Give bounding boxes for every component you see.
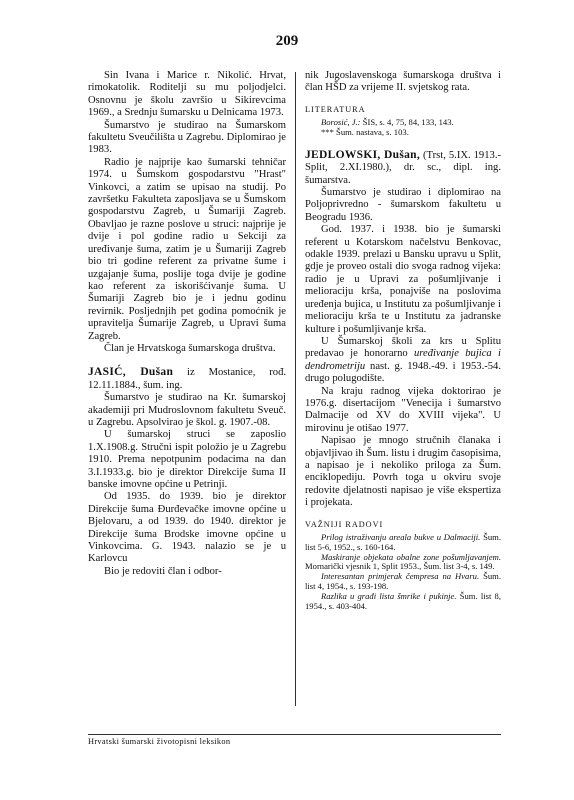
paragraph: Radio je najprije kao šumarski tehničar 1974. u Šumskom gospodarstvu "Hrast" Vinkovci, a zatim se upisao na studij. Po završetku Fakulteta zaposljava se u Šumskom gospodarstvu Zagreb, u Šumariji Zagreb. Obavljao je razne poslove u struci: najprije je dvije i pol godine radio u Sekciji za uređivanje šuma, zatim je u Šumariji Zagreb bio tri godine referent za privatne šume i uzgajanje šuma, poslije toga dvije je godine kao referent za iskorišćivanje šuma. U Šumariji Zagreb bio je i jednu godinu revirnik. Posljednjih pet godina pomoćnik je upravitelja Šumarije Zagreb, u Upravi šuma Zagreb.: [88, 156, 286, 342]
paragraph: Šumarstvo je studirao na Kr. šumarskoj akademiji pri Mudroslovnom fakultetu Sveuč. u Zagrebu. Apsolvirao je škol. g. 1907.-08.: [88, 392, 286, 428]
works-list: [305, 533, 501, 611]
paragraph: God. 1937. i 1938. bio je šumarski referent u Kotarskom načelstvu Benkovac, odakle 1939. prelazi u Bansku upravu u Split, gdje je proveo ostali dio svoga radnog vijeka: radio je u Upravi za pošumljivanje i melioraciju krša, ponajviše na poslovima uređenja bujica, u Institutu za pošumljivanje i melioraciju krša te u Institutu za jadranske kulture i pošumljivanje krša.: [305, 224, 501, 335]
work-item: [305, 533, 501, 553]
entry-intro: (Trst, 5.IX. 1913.- Split, 2.XI.1980.), dr. sc., dipl. ing. šumarstva.: [305, 149, 501, 186]
paragraph: [305, 336, 501, 386]
work-item: [305, 592, 501, 612]
paragraph: Na kraju radnog vijeka doktorirao je 1976.g. disertacijom "Venecija i šumarstvo Dalmacije od XV do XVIII vijeka". U mirovinu je otišao 1977.: [305, 385, 501, 434]
paragraph: nik Jugoslavenskoga šumarskoga društva i član HŠD za vrijeme II. svjetskog rata.: [305, 70, 501, 94]
paragraph: Od 1935. do 1939. bio je direktor Direkcije šuma Đurđevačke imovne općine u Bjelovaru, a od 1939. do 1940. direktor je Direkcije šuma Brodske imovne općine u Vinkovcima. G. 1943. nalazio se je u Karlovcu: [88, 491, 286, 565]
right-column: [305, 70, 501, 611]
left-column: [88, 70, 286, 578]
work-title: Interesantan primjerak čempresa na Hvaru.: [321, 571, 480, 582]
entry-header-jedlowski: [305, 149, 501, 187]
paragraph: Bio je redoviti član i odbor-: [104, 565, 222, 577]
work-title: Prilog istraživanju areala bukve u Dalmaciji.: [321, 532, 481, 542]
work-source: Mornarički vjesnik 1, Split 1953., Šum. list 3-4, s. 149.: [305, 561, 495, 572]
work-title: Razlika u građi lista šmrike i pukinje.: [321, 590, 457, 601]
work-source: Šum. list 8, 1954., s. 403-404.: [305, 590, 501, 611]
paragraph: U šumarskoj struci se zaposlio 1.X.1908.g. Stručni ispit položio je u Zagrebu 1910. Prema nepotpunim podacima na dan 3.I.1933.g. bio je direktor Direkcije šuma II banske imovne općine u Petrinji.: [88, 429, 286, 490]
work-item: [305, 572, 501, 592]
text-run: nast. g. 1948.-49. i 1953.-54. drugo polugodište.: [305, 360, 501, 385]
italic-run: uređivanje bujica i dendrometriju: [305, 348, 501, 372]
entry-name: JEDLOWSKI, Dušan,: [305, 148, 421, 161]
paragraph: Napisao je mnogo stručnih članaka i objavljivao ih Šum. listu i drugim časopisima, a napisao je i nekoliko priloga za Šum. enciklopediju. Povrh toga u okviru svoje redovite djelatnosti napisao je više ekspertiza i projekata.: [305, 435, 501, 509]
entry-intro: iz Mostanice, rođ. 12.11.1884., šum. ing.: [88, 367, 287, 391]
entry-header-jasic: [88, 366, 286, 392]
literature-author: Borosić, J.:: [321, 117, 361, 128]
literature-item: *** Šum. nastava, s. 103.: [321, 127, 409, 138]
work-title: Maskiranje objekata obalne zone pošumljavanjem.: [321, 551, 501, 562]
paragraph: Šumarstvo je studirao na Šumarskom fakultetu Sveučilišta u Zagrebu. Diplomirao je 1983.: [88, 119, 286, 156]
paragraph: Šumarstvo je studirao i diplomirao na Poljoprivredno - šumarskom fakultetu u Beogradu 1936.: [305, 187, 501, 223]
paragraph: Sin Ivana i Marice r. Nikolić. Hrvat, rimokatolik. Roditelji su mu poljodjelci. Osnovnu je školu završio u Sikirevcima 1969., a Srednju šumarsku u Delnicama 1973.: [88, 70, 286, 119]
text-run: U Šumarskoj školi za krs u Splitu predavao je honorarno: [305, 335, 501, 360]
running-footer: Hrvatski šumarski životopisni leksikon: [88, 734, 501, 746]
entry-name: JASIĆ, Dušan: [88, 366, 174, 379]
paragraph: Član je Hrvatskoga šumarskoga društva.: [104, 342, 276, 354]
works-heading: VAŽNIJI RADOVI: [305, 519, 384, 529]
work-source: Šum. list 4, 1954., s. 193-198.: [305, 571, 502, 591]
work-item: [305, 553, 501, 573]
column-divider: [295, 72, 296, 706]
page-number: 209: [275, 33, 299, 49]
literature-heading: LITERATURA: [305, 104, 366, 114]
literature-list: [305, 118, 501, 138]
work-source: Šum. list 5-6, 1952., s. 160-164.: [305, 532, 501, 552]
literature-ref: ŠIS, s. 4, 75, 84, 133, 143.: [360, 117, 454, 128]
